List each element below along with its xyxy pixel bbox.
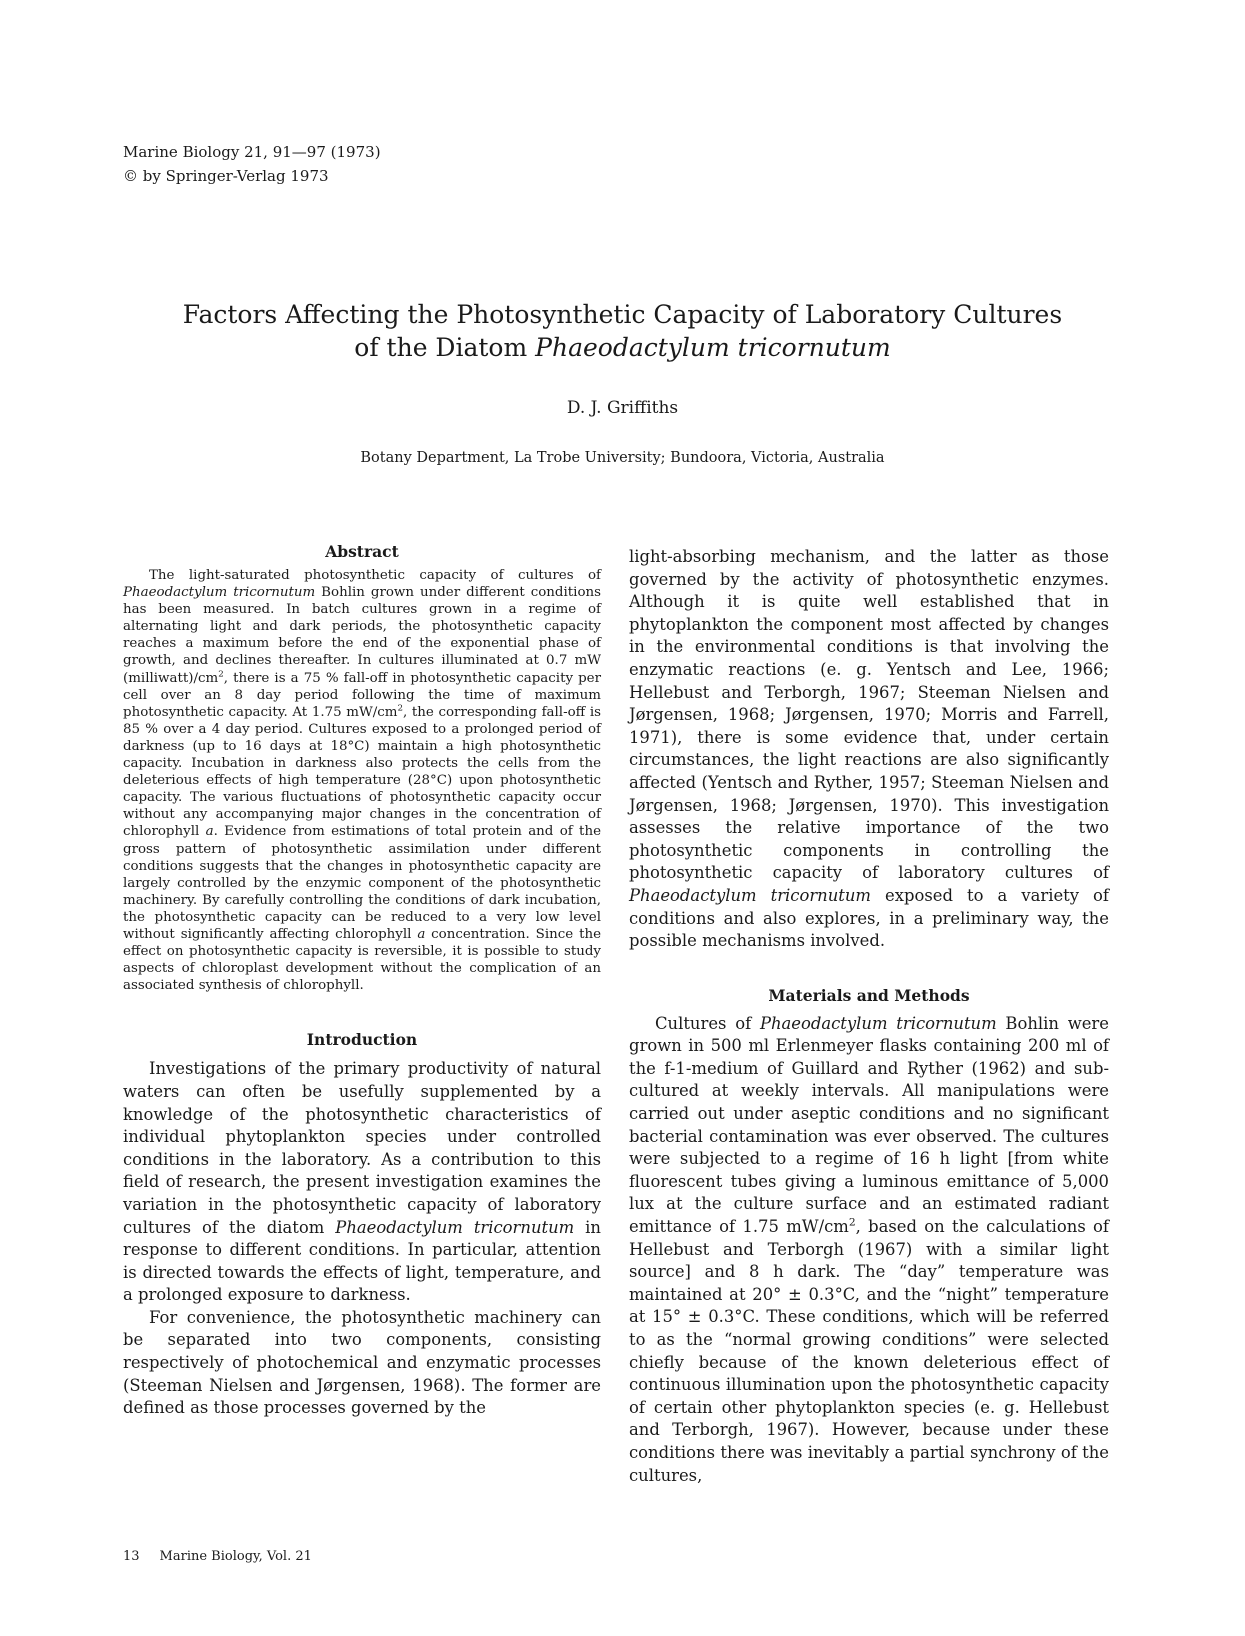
abstract-species: Phaeodactylum tricornutum [123,585,316,601]
journal-citation [123,140,381,188]
materials-methods-heading: Materials and Methods [768,985,970,1005]
cont-part: light-absorbing mechanism, and the latter as those governed by the activity of photosynthetic enzymes. Although it is quite well established that in phytoplankton the component most affected by changes in the environmental conditions is that involving the enzymatic reactions (e. g. Yentsch and Lee, 1966; Hellebust and Terborgh, 1967; Steeman Nielsen and Jørgensen, 1968; Jørgensen, 1970; Morris and Farrell, 1971), there is some evidence that, under certain circumstances, the light reactions are also significantly affected (Yentsch and Ryther, 1957; Steeman Nielsen and Jørgensen, 1968; Jørgensen, 1970). This investigation assesses the relative importance of the two photosynthetic components in controlling the photosynthetic capacity of laboratory cultures of [629,547,1109,883]
chlorophyll-a: a [417,926,426,942]
abstract-heading: Abstract [325,542,399,561]
abstract-text [123,567,601,994]
journal-line: Marine Biology 21, 91—97 (1973) [123,143,381,161]
cont-part: exposed to a variety of conditions and also explores, in a preliminary way, the possible mechanisms involved. [629,885,1109,951]
paper-title [0,298,1245,364]
superscript: 2 [218,669,224,680]
page-footer [123,1549,332,1564]
copyright-line: © by Springer-Verlag 1973 [123,167,329,185]
superscript: 2 [397,703,404,714]
mm-part: Cultures of [655,1013,760,1033]
abstract-part: The light-saturated photosynthetic capacity of cultures of [149,568,601,583]
title-prefix: of the Diatom [354,333,536,362]
mm-part: , based on the calculations of Hellebust and Terborgh (1967) with a similar light source] and 8 h dark. The “day” temperature was maintained at 20° ± 0.3°C, and the “night” temperature at 15° ± 0.3°C. These conditions, which will be referred to as the “normal growing conditions” were selected chiefly because of the known deleterious effect of continuous illumination upon the photosynthetic capacity of certain other phytoplankton species (e. g. Hellebust and Terborgh, 1967). However, because under these conditions there was inevitably a partial synchrony of the cultures, [629,1217,1109,1485]
intro-continuation [629,546,1109,953]
intro-paragraph-1 [123,1058,601,1307]
abstract-part: . Evidence from estimations of total protein and of the gross pattern of photosynthetic assimilation under different conditions suggests that the changes in photosynthetic capacity are largely controlled by the enzymic component of the photosynthetic machinery. By carefully controlling the conditions of dark incubation, the photosynthetic capacity can be reduced to a very low level without significantly affecting chlorophyll [123,824,601,942]
footer-journal: Marine Biology, Vol. 21 [159,1549,312,1564]
title-line-2 [0,331,1245,364]
right-column [629,546,1109,1487]
intro-species: Phaeodactylum tricornutum [335,1217,575,1237]
chlorophyll-a: a [205,824,214,840]
title-line-1: Factors Affecting the Photosynthetic Capacity of Laboratory Cultures [182,300,1063,329]
cont-species: Phaeodactylum tricornutum [629,885,871,905]
abstract-part: , the corresponding fall-off is 85 % over a 4 day period. Cultures exposed to a prolonged period of darkness (up to 16 days at 18°C) maintain a high photosynthetic capacity. Incubation in darkness also protects the cells from the deleterious effects of high temperature (28°C) upon photosynthetic capacity. The various fluctuations of photosynthetic capacity occur without any accompanying major changes in the concentration of chlorophyll [123,704,601,840]
left-column [123,542,601,1420]
abstract-part: , there is a 75 % fall-off in photosynthetic capacity per cell over an 8 day period following the time of maximum photosynthetic capacity. At 1.75 mW/cm [123,670,601,720]
page-number: 13 [123,1549,140,1564]
intro-part: in response to different conditions. In particular, attention is directed towards the effects of light, temperature, and a prolonged exposure to darkness. [123,1217,601,1305]
title-species: Phaeodactylum tricornutum [535,333,891,362]
materials-methods-paragraph [629,1013,1109,1487]
affiliation: Botany Department, La Trobe University; Bundoora, Victoria, Australia [360,450,885,466]
abstract-part: concentration. Since the effect on photosynthetic capacity is reversible, it is possible to study aspects of chloroplast development without the complication of an associated synthesis of chlorophyll. [123,926,602,994]
mm-part: Bohlin were grown in 500 ml Erlenmeyer flasks containing 200 ml of the f-1-medium of Guillard and Ryther (1962) and sub-cultured at weekly intervals. All manipulations were carried out under aseptic conditions and no significant bacterial contamination was ever observed. The cultures were subjected to a regime of 16 h light [from white fluorescent tubes giving a luminous emittance of 5,000 lux at the culture surface and an estimated radiant emittance of 1.75 mW/cm [629,1013,1109,1237]
intro-paragraph-2: For convenience, the photosynthetic machinery can be separated into two components, consisting respectively of photochemical and enzymatic processes (Steeman Nielsen and Jørgensen, 1968). The former are defined as those processes governed by the [123,1307,601,1418]
introduction-heading: Introduction [306,1030,418,1050]
abstract-part: Bohlin grown under different conditions has been measured. In batch cultures grown in a regime of alternating light and dark periods, the photosynthetic capacity reaches a maximum before the end of the exponential phase of growth, and declines thereafter. In cultures illuminated at 0.7 mW (milliwatt)/cm [123,585,601,686]
intro-part: Investigations of the primary productivity of natural waters can often be usefully supplemented by a knowledge of the photosynthetic characteristics of individual phytoplankton species under controlled conditions in the laboratory. As a contribution to this field of research, the present investigation examines the variation in the photosynthetic capacity of laboratory cultures of the diatom [123,1059,601,1237]
mm-species: Phaeodactylum tricornutum [759,1013,997,1033]
superscript: 2 [848,1215,856,1229]
author: D. J. Griffiths [566,398,679,418]
